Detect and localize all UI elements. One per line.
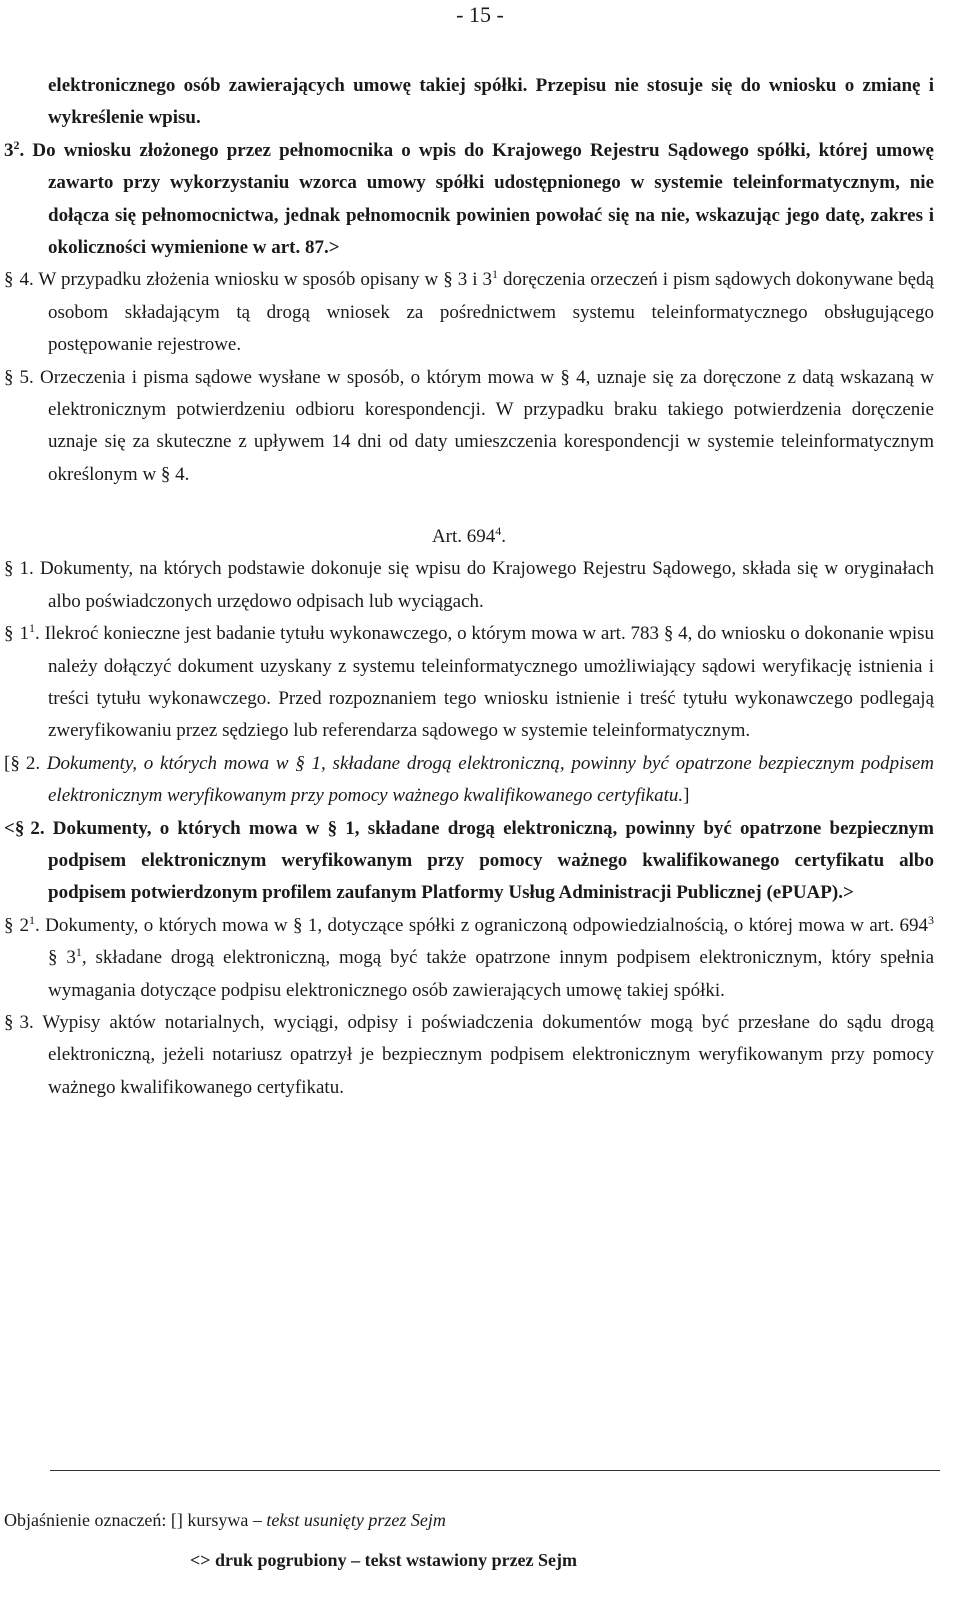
section-sign: § bbox=[4, 366, 14, 388]
section-sign: § bbox=[14, 817, 25, 839]
section-sign: § bbox=[4, 1011, 14, 1033]
article-paragraph-2-removed bbox=[4, 748, 934, 813]
footer-legend bbox=[4, 1510, 446, 1531]
paragraph-number: 3 bbox=[4, 139, 14, 161]
paragraph-text: . Ilekroć konieczne jest badanie tytułu wykonawczego, o którym mowa w art. 783 § 4, do wniosku o dokonanie wpisu należy dołączyć dokument uzyskany z systemu teleinformatycznego umożliwiający sądowi weryfikację istnienia i treści tytułu wykonawczego. Przed rozpoznaniem tego wniosku istnienie i treść tytułu wykonawczego podlegają zweryfikowaniu przez sędziego lub referendarza sądowego w systemie teleinformatycznym. bbox=[35, 623, 934, 742]
article-sup: 4 bbox=[495, 524, 502, 539]
paragraph-4 bbox=[4, 264, 934, 361]
document-body bbox=[4, 70, 934, 1104]
section-sign: § bbox=[4, 623, 14, 645]
paragraph-sup: 1 bbox=[492, 267, 499, 282]
paragraph-sup: 2 bbox=[13, 137, 20, 152]
inserted-text: Dokumenty, o których mowa w § 1, składane drogą elektroniczną, powinny być opatrzone bezpiecznym podpisem elektronicznym weryfikowanym przy pomocy ważnego kwalifikowanego certyfikatu albo podpisem potwierdzonym profilem zaufanym Platformy Usług Administracji Publicznej (ePUAP).> bbox=[44, 817, 934, 904]
legend-brackets: [] bbox=[170, 1510, 183, 1530]
paragraph-3-2 bbox=[4, 135, 934, 265]
section-sign: § bbox=[4, 914, 14, 936]
paragraph-text: . Wypisy aktów notarialnych, wyciągi, odpisy i poświadczenia dokumentów mogą być przesłane do sądu drogą elektroniczną, jeżeli notariusz opatrzył je bezpiecznym podpisem elektronicznym weryfikowanym przy pomocy ważnego kwalifikowanego certyfikatu. bbox=[29, 1011, 934, 1098]
section-sign: § bbox=[10, 752, 20, 774]
close-bracket: ] bbox=[683, 785, 690, 807]
article-label: Art. 694 bbox=[431, 526, 496, 548]
paragraph-number: 4 bbox=[19, 269, 29, 291]
article-title bbox=[4, 521, 934, 553]
page-number: - 15 - bbox=[456, 2, 504, 27]
footer-divider bbox=[50, 1470, 940, 1471]
removed-text: Dokumenty, o których mowa w § 1, składane drogą elektroniczną, powinny być opatrzone bezpiecznym podpisem elektronicznym weryfikowanym przy pomocy ważnego kwalifikowanego certyfikatu. bbox=[40, 752, 934, 807]
open-bracket: [ bbox=[4, 752, 11, 774]
section-sign: § bbox=[4, 269, 14, 291]
paragraph-number: 3 bbox=[19, 1011, 29, 1033]
paragraph-sup: 1 bbox=[75, 945, 82, 960]
legend-italic-desc: tekst usunięty przez Sejm bbox=[266, 1510, 446, 1530]
article-paragraph-2-inserted bbox=[4, 813, 934, 910]
paragraph-text: elektronicznego osób zawierających umowę takiej spółki. Przepisu nie stosuje się do wniosku o zmianę i wykreślenie wpisu. bbox=[48, 75, 934, 129]
paragraph-text: . Dokumenty, na których podstawie dokonuje się wpisu do Krajowego Rejestru Sądowego, składa się w oryginałach albo poświadczonych urzędowo odpisach lub wyciągach. bbox=[29, 558, 934, 612]
paragraph-text: . W przypadku złożenia wniosku w sposób opisany w § 3 i 3 bbox=[29, 269, 493, 291]
paragraph-text: , składane drogą elektroniczną, mogą być także opatrzone innym podpisem elektronicznym, który spełnia wymagania dotyczące podpisu elektronicznego osób zawierających umowę takiej spółki. bbox=[48, 947, 935, 1001]
paragraph-sup: 3 bbox=[928, 912, 934, 927]
article-paragraph-1 bbox=[4, 553, 934, 618]
paragraph-number: 5 bbox=[19, 366, 29, 388]
paragraph-text: . Do wniosku złożonego przez pełnomocnika o wpis do Krajowego Rejestru Sądowego spółki, której umowę zawarto przy wykorzystaniu wzorca umowy spółki udostępnionego w systemie teleinformatycznym, nie dołącza się pełnomocnictwa, jednak pełnomocnik powinien powołać się na nie, wskazując jego datę, zakres i okoliczności wymienione w art. 87.> bbox=[19, 139, 934, 259]
section-sign: § bbox=[4, 558, 14, 580]
paragraph-number: 2. bbox=[25, 752, 41, 774]
paragraph-text-cont: doręczenia orzeczeń i pism sądowych dokonywane będą osobom składającym tą drogą wniosek za pośrednictwem systemu teleinformatycznego obsługującego postępowanie rejestrowe. bbox=[48, 269, 934, 356]
paragraph-continued bbox=[4, 70, 934, 135]
legend-dash: – bbox=[252, 1510, 262, 1530]
open-angle: < bbox=[4, 817, 15, 839]
paragraph-number: 2 bbox=[19, 914, 29, 936]
paragraph-text: . Dokumenty, o których mowa w § 1, dotyczące spółki z ograniczoną odpowiedzialnością, o której mowa w art. 694 bbox=[35, 914, 928, 936]
paragraph-number: 1 bbox=[19, 558, 29, 580]
legend-italic-word: kursywa bbox=[187, 1510, 249, 1530]
footer-legend-bold: <> druk pogrubiony – tekst wstawiony przez Sejm bbox=[190, 1550, 578, 1570]
article-paragraph-2-1 bbox=[4, 910, 934, 1007]
legend-label: Objaśnienie oznaczeń: bbox=[4, 1510, 167, 1530]
paragraph-text: . Orzeczenia i pisma sądowe wysłane w sposób, o którym mowa w § 4, uznaje się za doręczone z datą wskazaną w elektronicznym potwierdzeniu odbioru korespondencji. W przypadku braku takiego potwierdzenia doręczenie uznaje się za skuteczne z upływem 14 dni od daty umieszczenia korespondencji w systemie teleinformatycznym określonym w § 4. bbox=[29, 366, 934, 485]
article-suffix: . bbox=[501, 526, 507, 548]
article-paragraph-1-1 bbox=[4, 618, 934, 748]
paragraph-sup: 1 bbox=[29, 912, 35, 927]
paragraph-text: § 3 bbox=[48, 947, 76, 969]
paragraph-sup: 1 bbox=[29, 621, 35, 636]
article-paragraph-3 bbox=[4, 1007, 934, 1104]
paragraph-number: 2. bbox=[30, 817, 45, 839]
paragraph-number: 1 bbox=[19, 623, 29, 645]
paragraph-5 bbox=[4, 362, 934, 492]
